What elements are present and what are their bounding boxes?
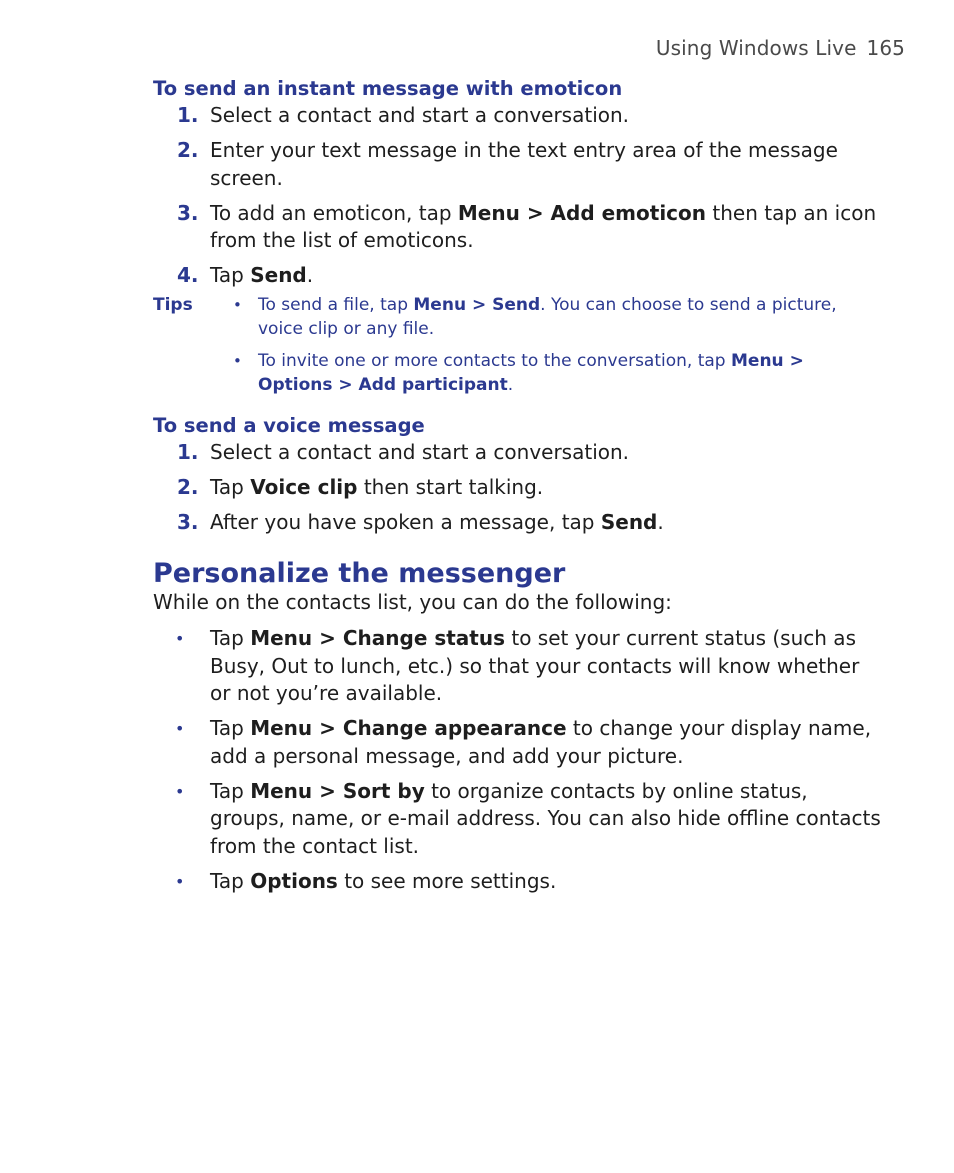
bullet-icon: •	[175, 781, 185, 801]
page-content	[153, 76, 883, 903]
text-run: .	[657, 510, 664, 534]
text-run: to organize contacts by online status, groups, name, or e-mail address. You can also hide offline contacts from the contact list.	[210, 778, 881, 858]
bold-command: Voice clip	[250, 475, 358, 499]
text-run: to see more settings.	[337, 868, 557, 893]
text-run: To add an emoticon, tap	[210, 200, 458, 225]
text-run: Tap	[210, 716, 251, 740]
bold-command: Menu > Options > Add participant	[258, 351, 804, 395]
text-run: Tap	[210, 263, 251, 287]
bullet-item	[153, 868, 883, 896]
step-number: 1.	[177, 103, 199, 127]
text-run: Select a contact and start a conversation.	[210, 103, 630, 127]
header-section-title: Using Windows Live	[655, 36, 857, 60]
bold-command: Menu > Change appearance	[250, 716, 567, 740]
tip-item	[153, 294, 883, 341]
tips-list	[153, 294, 883, 397]
bold-command: Send	[600, 510, 658, 534]
text-run: .	[306, 263, 314, 287]
text-run: Enter your text message in the text entry area of the message screen.	[210, 138, 838, 190]
bullet-icon: •	[175, 629, 185, 648]
text-run: To invite one or more contacts to the conversation, tap	[258, 351, 731, 371]
step-item	[153, 137, 883, 192]
voice-message-steps	[153, 439, 883, 537]
text-run: Select a contact and start a conversation.	[210, 440, 630, 464]
personalize-list	[153, 625, 883, 895]
tips-label: Tips	[153, 295, 193, 315]
bullet-icon: •	[233, 296, 242, 314]
text-run: then start talking.	[357, 475, 544, 499]
step-number: 3.	[177, 200, 199, 225]
text-run: Tap	[210, 626, 251, 650]
bullet-icon: •	[233, 352, 242, 370]
step-item	[153, 474, 883, 502]
bullet-item	[153, 625, 883, 708]
step-number: 1.	[177, 440, 199, 464]
text-run: Tap	[210, 778, 251, 803]
section-intro: While on the contacts list, you can do the following:	[153, 589, 672, 614]
running-header	[656, 36, 905, 60]
step-item	[153, 262, 883, 290]
text-run: then tap an icon from the list of emoticons.	[210, 200, 877, 252]
text-run: After you have spoken a message, tap	[210, 510, 601, 534]
step-item	[153, 102, 883, 130]
text-run: To send a file, tap	[258, 295, 414, 315]
text-run: Tap	[210, 475, 251, 499]
step-item	[153, 439, 883, 467]
bold-command: Menu > Send	[413, 295, 541, 315]
bullet-icon: •	[175, 871, 185, 891]
bold-command: Menu > Sort by	[250, 778, 425, 803]
step-number: 3.	[177, 510, 199, 534]
step-item	[153, 200, 883, 255]
voice-message-heading: To send a voice message	[153, 414, 425, 437]
step-number: 4.	[177, 263, 199, 287]
bold-command: Menu > Add emoticon	[457, 200, 707, 225]
step-number: 2.	[177, 475, 199, 499]
bold-command: Options	[250, 868, 338, 893]
text-run: .	[507, 374, 514, 395]
bold-command: Menu > Change status	[250, 626, 506, 650]
bold-command: Send	[250, 263, 307, 287]
step-number: 2.	[177, 138, 199, 162]
bullet-icon: •	[175, 719, 185, 738]
text-run: . You can choose to send a picture, voice clip or any file.	[258, 295, 837, 339]
text-run: to change your display name, add a personal message, and add your picture.	[210, 716, 872, 768]
page-number: 165	[866, 36, 905, 60]
step-item	[153, 509, 883, 537]
section-title: Personalize the messenger	[153, 557, 566, 589]
instant-message-steps	[153, 102, 883, 290]
text-run: Tap	[210, 868, 251, 893]
tip-item	[153, 350, 883, 397]
tips-block	[153, 294, 883, 397]
text-run: to set your current status (such as Busy, Out to lunch, etc.) so that your contacts will know whether or not you’re available.	[210, 626, 860, 705]
bullet-item	[153, 715, 883, 770]
instant-message-heading: To send an instant message with emoticon	[153, 77, 623, 100]
bullet-item	[153, 778, 883, 861]
